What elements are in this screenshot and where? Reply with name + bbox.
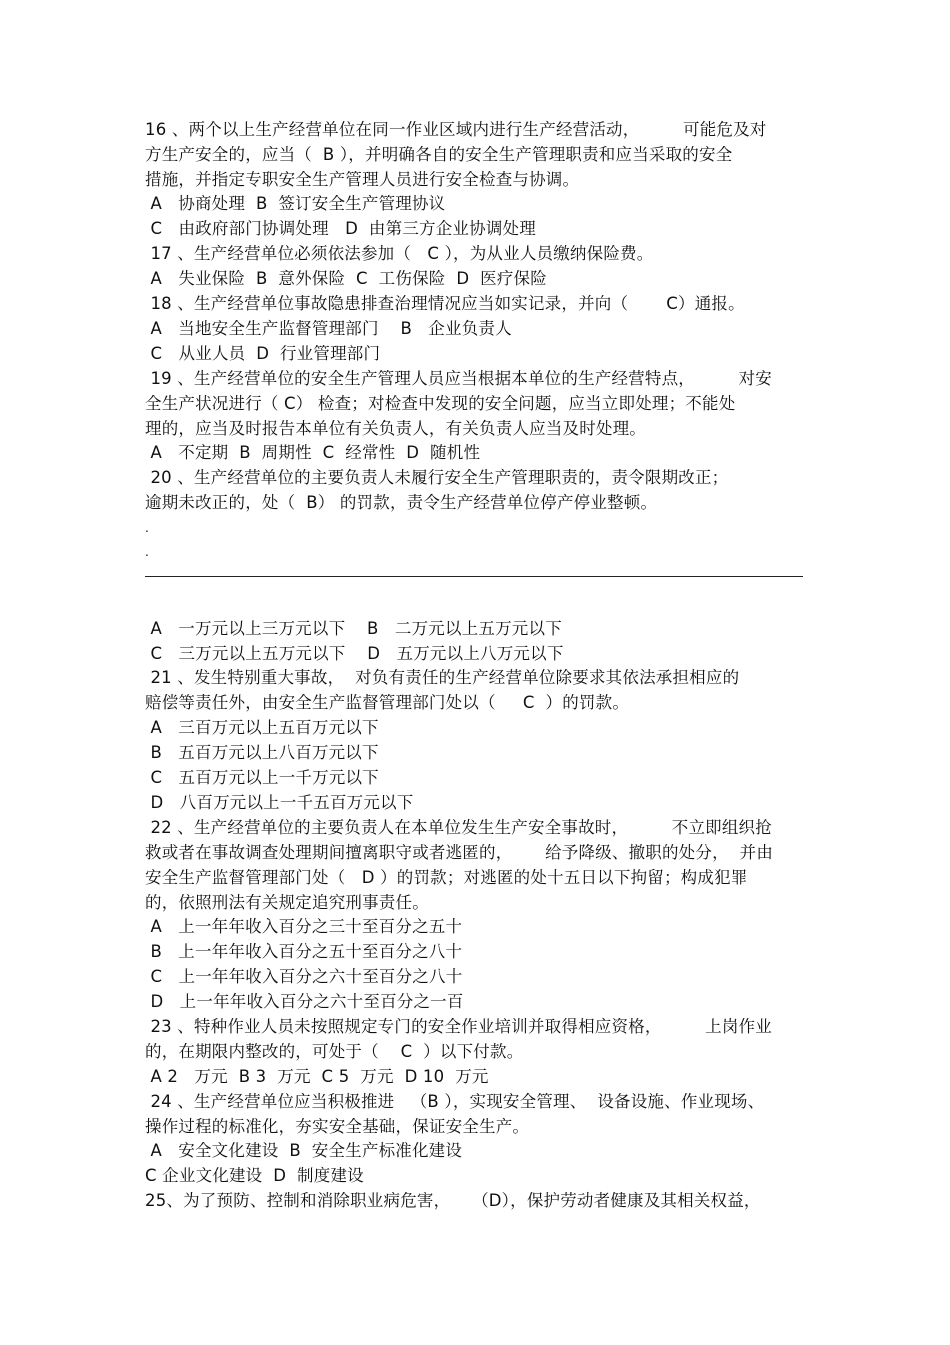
- text-line: 逾期未改正的，处（ B） 的罚款，责令生产经营单位停产停业整顿。: [145, 493, 658, 512]
- text-line: 赔偿等责任外，由安全生产监督管理部门处以（ C ）的罚款。: [145, 693, 630, 712]
- text-line: 理的，应当及时报告本单位有关负责人，有关负责人应当及时处理。: [145, 419, 646, 438]
- text-line: 的，在期限内整改的，可处于（ C ）以下付款。: [145, 1042, 524, 1061]
- text-line: A 一万元以上三万元以下 B 二万元以上五万元以下: [145, 619, 562, 638]
- text-line: 16 、两个以上生产经营单位在同一作业区域内进行生产经营活动， 可能危及对: [145, 120, 767, 139]
- text-line: A 不定期 B 周期性 C 经常性 D 随机性: [145, 443, 481, 462]
- text-line: B 五百万元以上八百万元以下: [145, 743, 379, 762]
- text-line: D 八百万元以上一千五百万元以下: [145, 793, 414, 812]
- text-line: 的，依照刑法有关规定追究刑事责任。: [145, 893, 429, 912]
- text-line: A 当地安全生产监督管理部门 B 企业负责人: [145, 319, 512, 338]
- text-line: D 上一年年收入百分之六十至百分之一百: [145, 992, 464, 1011]
- text-line: C 三万元以上五万元以下 D 五万元以上八万元以下: [145, 644, 564, 663]
- text-line: 19 、生产经营单位的安全生产管理人员应当根据本单位的生产经营特点， 对安: [145, 369, 772, 388]
- text-line: 17 、生产经营单位必须依法参加（ C ），为从业人员缴纳保险费。: [145, 244, 654, 263]
- text-line: C 由政府部门协调处理 D 由第三方企业协调处理: [145, 219, 536, 238]
- text-line: A 上一年年收入百分之三十至百分之五十: [145, 917, 463, 936]
- dot-mark: .: [145, 521, 149, 535]
- text-line: 全生产状况进行（ C） 检查；对检查中发现的安全问题，应当立即处理；不能处: [145, 394, 736, 413]
- text-line: A 三百万元以上五百万元以下: [145, 718, 379, 737]
- text-line: C 从业人员 D 行业管理部门: [145, 344, 381, 363]
- text-line: A 失业保险 B 意外保险 C 工伤保险 D 医疗保险: [145, 269, 547, 288]
- text-line: 21 、发生特别重大事故， 对负有责任的生产经营单位除要求其依法承担相应的: [145, 668, 740, 687]
- text-line: 措施，并指定专职安全生产管理人员进行安全检查与协调。: [145, 170, 580, 189]
- text-line: 操作过程的标准化，夯实安全基础，保证安全生产。: [145, 1117, 530, 1136]
- text-line: 25、为了预防、控制和消除职业病危害， （D），保护劳动者健康及其相关权益，: [145, 1191, 761, 1210]
- text-line: C 五百万元以上一千万元以下: [145, 768, 379, 787]
- text-line: A 协商处理 B 签订安全生产管理协议: [145, 194, 446, 213]
- text-line: 方生产安全的，应当（ B ），并明确各自的安全生产管理职责和应当采取的安全: [145, 145, 733, 164]
- text-line: 安全生产监督管理部门处（ D ）的罚款；对逃匿的处十五日以下拘留；构成犯罪: [145, 868, 748, 887]
- text-line: 救或者在事故调查处理期间擅离职守或者逃匿的， 给予降级、撤职的处分， 并由: [145, 843, 774, 862]
- text-line: 22 、生产经营单位的主要负责人在本单位发生生产安全事故时， 不立即组织抢: [145, 818, 772, 837]
- text-line: 23 、特种作业人员未按照规定专门的安全作业培训并取得相应资格， 上岗作业: [145, 1017, 772, 1036]
- text-line: B 上一年年收入百分之五十至百分之八十: [145, 942, 463, 961]
- text-line: 20 、生产经营单位的主要负责人未履行安全生产管理职责的，责令限期改正；: [145, 468, 729, 487]
- text-line: C 企业文化建设 D 制度建设: [145, 1166, 364, 1185]
- text-line: 18 、生产经营单位事故隐患排查治理情况应当如实记录，并向（ C）通报。: [145, 294, 745, 313]
- text-line: 24 、生产经营单位应当积极推进 （B ），实现安全管理、 设备设施、作业现场、: [145, 1092, 765, 1111]
- text-line: A 安全文化建设 B 安全生产标准化建设: [145, 1141, 463, 1160]
- dot-mark: .: [145, 545, 149, 559]
- page-divider: [145, 576, 803, 577]
- text-line: C 上一年年收入百分之六十至百分之八十: [145, 967, 463, 986]
- text-line: A 2 万元 B 3 万元 C 5 万元 D 10 万元: [145, 1067, 489, 1086]
